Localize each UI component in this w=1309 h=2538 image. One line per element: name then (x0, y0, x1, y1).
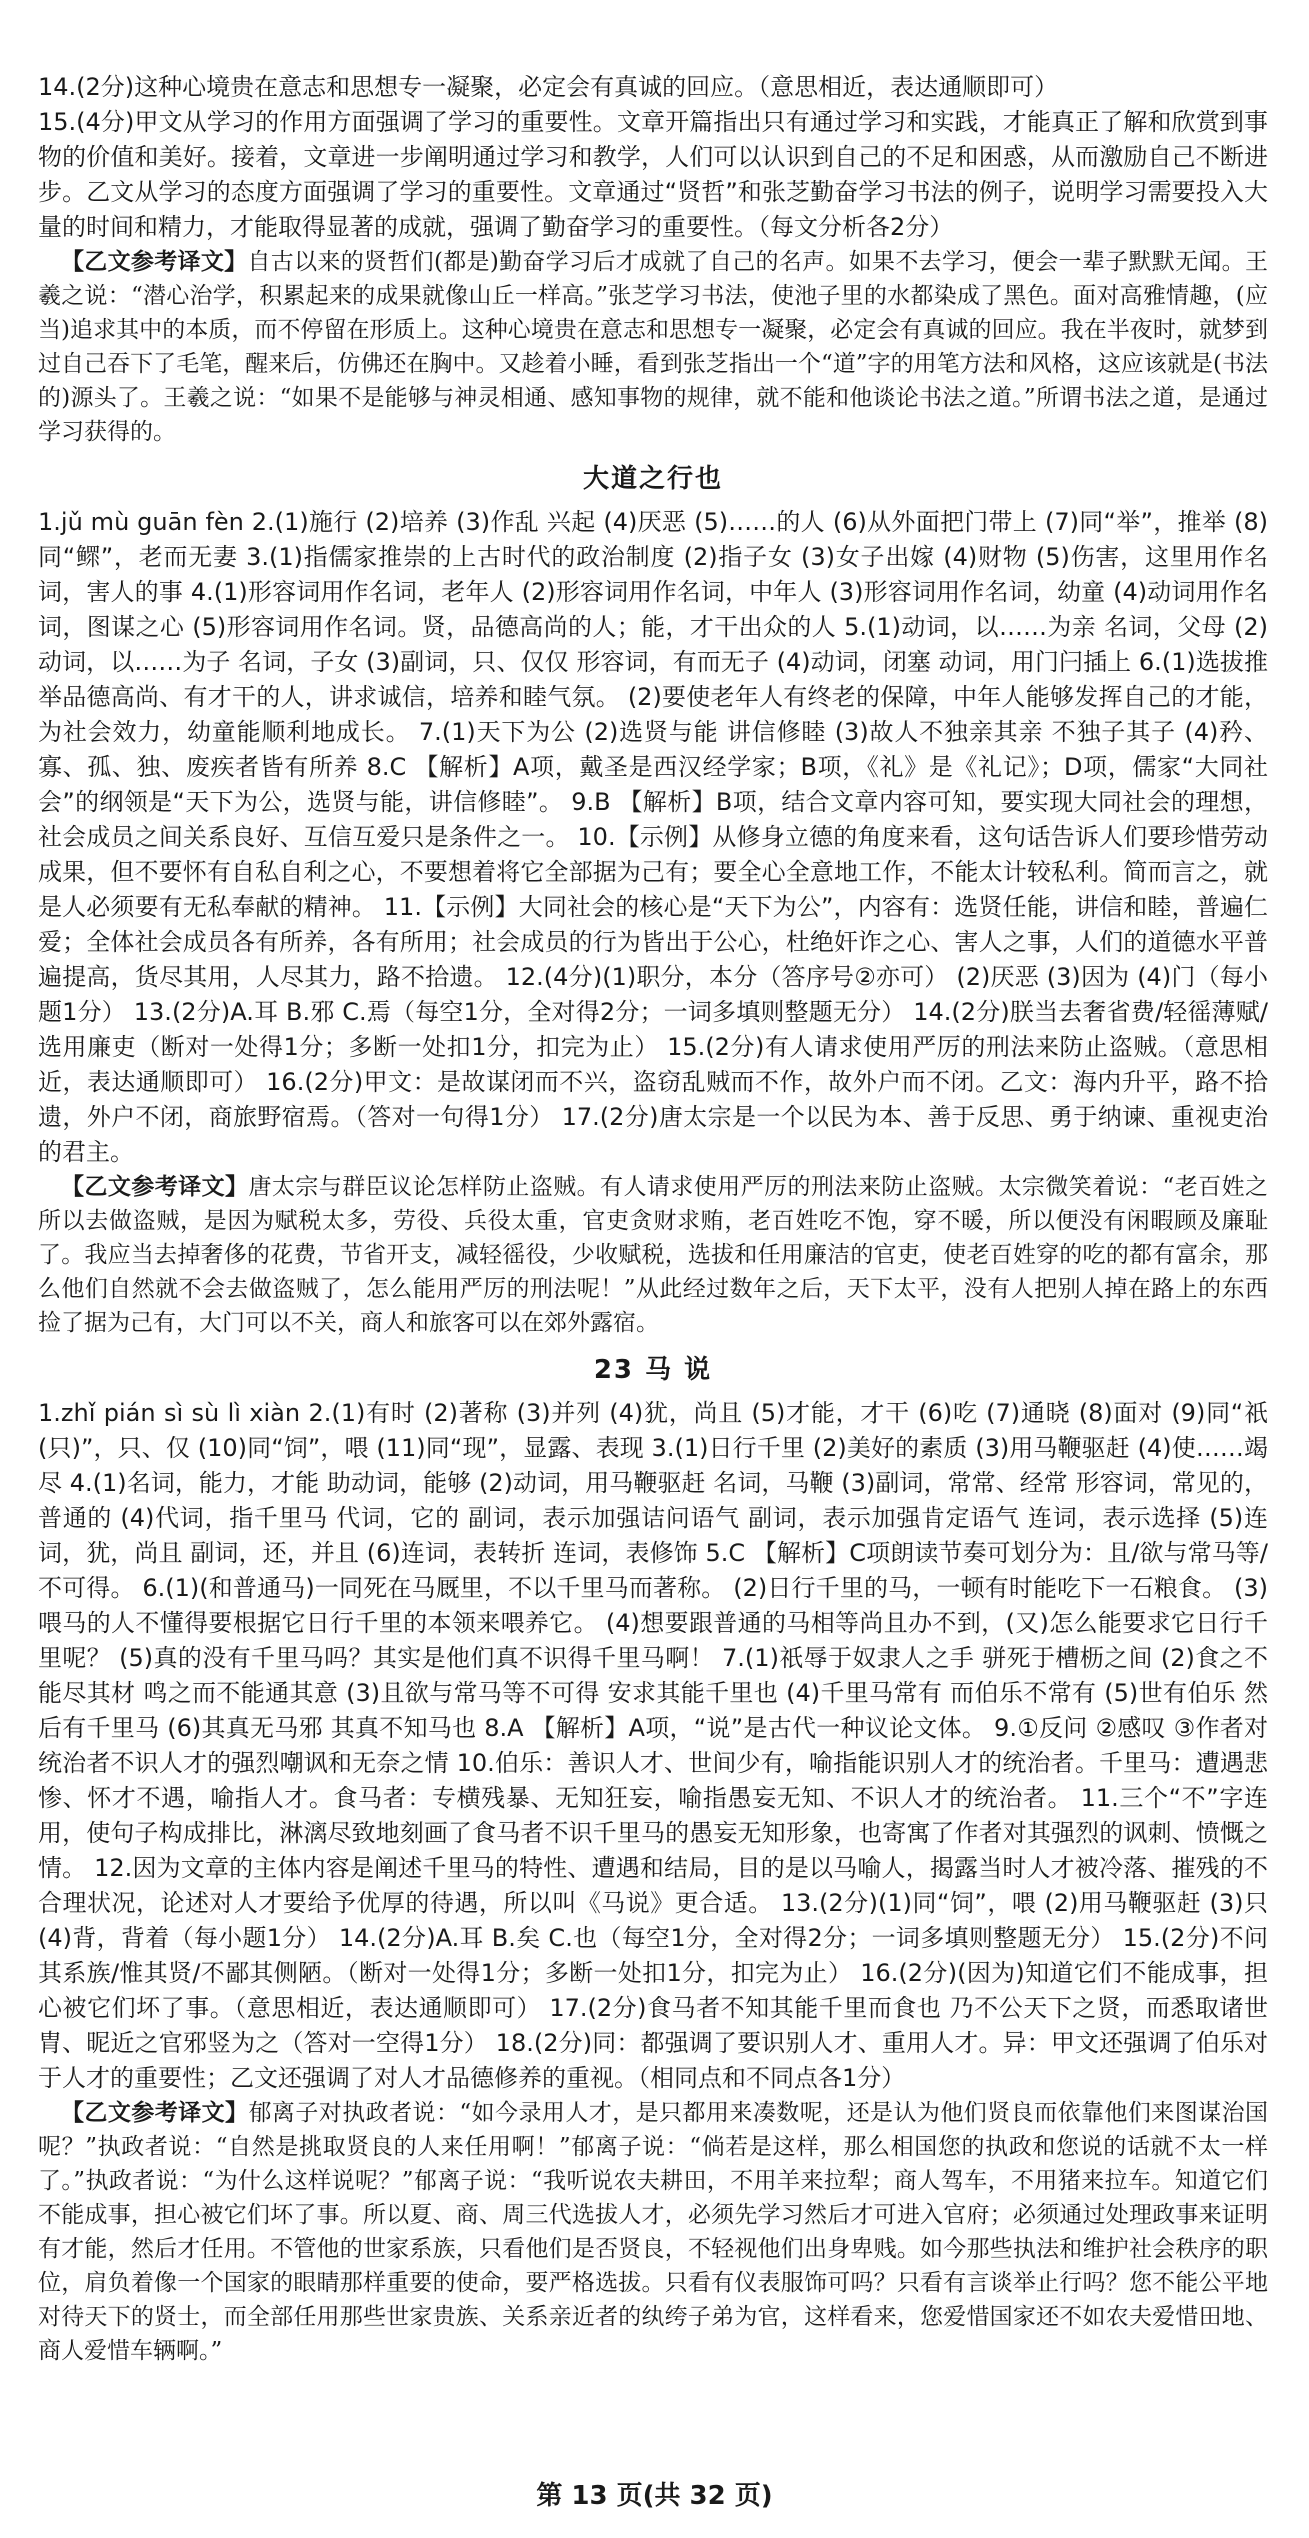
translation-tag: 【乙文参考译文】 (61, 1174, 249, 1200)
answer-q14: 14.(2分)这种心境贵在意志和思想专一凝聚，必定会有真诚的回应。（意思相近，表达通顺即可） (38, 73, 1059, 101)
translation-text: 唐太宗与群臣议论怎样防止盗贼。有人请求使用严厉的刑法来防止盗贼。太宗微笑着说：“老百姓之所以去做盗贼，是因为赋税太多，劳役、兵役太重，官吏贪财求贿，老百姓吃不饱，穿不暖，所以便没有闲暇顾及廉耻了。我应当去掉奢侈的花费，节省开支，减轻徭役，少收赋税，选拔和任用廉洁的官吏，使老百姓穿的吃的都有富余，那么他们自然就不会去做盗贼了，怎么能用严厉的刑法呢！”从此经过数年之后，天下太平，没有人把别人掉在路上的东西捡了据为己有，大门可以不关，商人和旅客可以在郊外露宿。 (38, 1174, 1269, 1336)
translation-tag: 【乙文参考译文】 (61, 2100, 249, 2126)
section-answers-dadao: 1.jǔ mù guān fèn 2.(1)施行 (2)培养 (3)作乱 兴起 (4)厌恶 (5)……的人 (6)从外面把门带上 (7)同“举”，推举 (8)同“鳏”，老而无妻 3.(1)指儒家推崇的上古时代的政治制度 (2)指子女 (3)女子出嫁 (4)财物 (5)伤害，这里用作名词，害人的事 4.(1)形容词用作名词，老年人 (2)形容词用作名词，中年人 (3)形容词用作名词，幼童 (4)动词用作名词，图谋之心 (5)形容词用作名词。贤，品德高尚的人；能，才干出众的人 5.(1)动词，以……为亲 名词，父母 (2)动词，以……为子 名词，子女 (3)副词，只、仅仅 形容词，有而无子 (4)动词，闭塞 动词，用门闩插上 6.(1)选拔推举品德高尚、有才干的人，讲求诚信，培养和睦气氛。 (2)要使老年人有终老的保障，中年人能够发挥自己的才能，为社会效力，幼童能顺利地成长。 7.(1)天下为公 (2)选贤与能 讲信修睦 (3)故人不独亲其亲 不独子其子 (4)矜、寡、孤、独、废疾者皆有所养 8.C 【解析】A项，戴圣是西汉经学家；B项，《礼》是《礼记》；D项，儒家“大同社会”的纲领是“天下为公，选贤与能，讲信修睦”。 9.B 【解析】B项，结合文章内容可知，要实现大同社会的理想，社会成员之间关系良好、互信互爱只是条件之一。 10.【示例】从修身立德的角度来看，这句话告诉人们要珍惜劳动成果，但不要怀有自私自利之心，不要想着将它全部据为己有；要全心全意地工作，不能太计较私利。简而言之，就是人必须要有无私奉献的精神。 11.【示例】大同社会的核心是“天下为公”，内容有：选贤任能，讲信和睦，普遍仁爱；全体社会成员各有所养，各有所用；社会成员的行为皆出于公心，杜绝奸诈之心、害人之事，人们的道德水平普遍提高，货尽其用，人尽其力，路不拾遗。 12.(4分)(1)职分，本分（答序号②亦可） (2)厌恶 (3)因为 (4)门（每小题1分） 13.(2分)A.耳 B.邪 C.焉（每空1分，全对得2分；一词多填则整题无分） 14.(2分)朕当去奢省费/轻徭薄赋/选用廉吏（断对一处得1分；多断一处扣1分，扣完为止） 15.(2分)有人请求使用严厉的刑法来防止盗贼。（意思相近，表达通顺即可） 16.(2分)甲文：是故谋闭而不兴，盗窃乱贼而不作，故外户而不闭。乙文：海内升平，路不拾遗，外户不闭，商旅野宿焉。（答对一句得1分） 17.(2分)唐太宗是一个以民为本、善于反思、勇于纳谏、重视吏治的君主。 (38, 508, 1268, 1166)
translation-text: 自古以来的贤哲们(都是)勤奋学习后才成就了自己的名声。如果不去学习，便会一辈子默默无闻。王羲之说：“潜心治学，积累起来的成果就像山丘一样高。”张芝学习书法，使池子里的水都染成了黑色。面对高雅情趣，(应当)追求其中的本质，而不停留在形质上。这种心境贵在意志和思想专一凝聚，必定会有真诚的回应。我在半夜时，就梦到过自己吞下了毛笔，醒来后，仿佛还在胸中。又趁着小睡，看到张芝指出一个“道”字的用笔方法和风格，这应该就是(书法的)源头了。王羲之说：“如果不是能够与神灵相通、感知事物的规律，就不能和他谈论书法之道。”所谓书法之道，是通过学习获得的。 (38, 249, 1268, 445)
answer-page (38, 70, 1268, 2368)
translation-tag: 【乙文参考译文】 (61, 249, 248, 275)
section-answers-mashuo: 1.zhǐ pián sì sù lì xiàn 2.(1)有时 (2)著称 (3)并列 (4)犹，尚且 (5)才能，才干 (6)吃 (7)通晓 (8)面对 (9)同“祇(只)”，只、仅 (10)同“饲”，喂 (11)同“现”，显露、表现 3.(1)日行千里 (2)美好的素质 (3)用马鞭驱赶 (4)使……竭尽 4.(1)名词，能力，才能 助动词，能够 (2)动词，用马鞭驱赶 名词，马鞭 (3)副词，常常、经常 形容词，常见的，普通的 (4)代词，指千里马 代词，它的 副词，表示加强诘问语气 副词，表示加强肯定语气 连词，表示选择 (5)连词，犹，尚且 副词，还，并且 (6)连词，表转折 连词，表修饰 5.C 【解析】C项朗读节奏可划分为：且/欲与常马等/不可得。 6.(1)(和普通马)一同死在马厩里，不以千里马而著称。 (2)日行千里的马，一顿有时能吃下一石粮食。 (3)喂马的人不懂得要根据它日行千里的本领来喂养它。 (4)想要跟普通的马相等尚且办不到，(又)怎么能要求它日行千里呢？ (5)真的没有千里马吗？其实是他们真不识得千里马啊！ 7.(1)祇辱于奴隶人之手 骈死于槽枥之间 (2)食之不能尽其材 鸣之而不能通其意 (3)且欲与常马等不可得 安求其能千里也 (4)千里马常有 而伯乐不常有 (5)世有伯乐 然后有千里马 (6)其真无马邪 其真不知马也 8.A 【解析】A项，“说”是古代一种议论文体。 9.①反问 ②感叹 ③作者对统治者不识人才的强烈嘲讽和无奈之情 10.伯乐：善识人才、世间少有，喻指能识别人才的统治者。千里马：遭遇悲惨、怀才不遇，喻指人才。食马者：专横残暴、无知狂妄，喻指愚妄无知、不识人才的统治者。 11.三个“不”字连用，使句子构成排比，淋漓尽致地刻画了食马者不识千里马的愚妄无知形象，也寄寓了作者对其强烈的讽刺、愤慨之情。 12.因为文章的主体内容是阐述千里马的特性、遭遇和结局，目的是以马喻人，揭露当时人才被冷落、摧残的不合理状况，论述对人才要给予优厚的待遇，所以叫《马说》更合适。 13.(2分)(1)同“饲”，喂 (2)用马鞭驱赶 (3)只 (4)背，背着（每小题1分） 14.(2分)A.耳 B.矣 C.也（每空1分，全对得2分；一词多填则整题无分） 15.(2分)不问其系族/惟其贤/不鄙其侧陋。（断对一处得1分；多断一处扣1分，扣完为止） 16.(2分)(因为)知道它们不能成事，担心被它们坏了事。（意思相近，表达通顺即可） 17.(2分)食马者不知其能千里而食也 乃不公天下之贤，而悉取诸世胄、昵近之官邪竖为之（答对一空得1分） 18.(2分)同：都强调了要识别人才、重用人才。异：甲文还强调了伯乐对于人才的重要性；乙文还强调了对人才品德修养的重视。（相同点和不同点各1分） (38, 1399, 1268, 2092)
reference-translation-3 (38, 2096, 1268, 2368)
answer-q15: 15.(4分)甲文从学习的作用方面强调了学习的重要性。文章开篇指出只有通过学习和实践，才能真正了解和欣赏到事物的价值和美好。接着，文章进一步阐明通过学习和教学，人们可以认识到自己的不足和困惑，从而激励自己不断进步。乙文从学习的态度方面强调了学习的重要性。文章通过“贤哲”和张芝勤奋学习书法的例子，说明学习需要投入大量的时间和精力，才能取得显著的成就，强调了勤奋学习的重要性。（每文分析各2分） (38, 108, 1268, 241)
section-title-mashuo: 23 马 说 (593, 1355, 713, 1385)
translation-text: 郁离子对执政者说：“如今录用人才，是只都用来凑数呢，还是认为他们贤良而依靠他们来图谋治国呢？”执政者说：“自然是挑取贤良的人来任用啊！”郁离子说：“倘若是这样，那么相国您的执政和您说的话就不太一样了。”执政者说：“为什么这样说呢？”郁离子说：“我听说农夫耕田，不用羊来拉犁；商人驾车，不用猪来拉车。知道它们不能成事，担心被它们坏了事。所以夏、商、周三代选拔人才，必须先学习然后才可进入官府；必须通过处理政事来证明有才能，然后才任用。不管他的世家系族，只看他们是否贤良，不轻视他们出身卑贱。如今那些执法和维护社会秩序的职位，肩负着像一个国家的眼睛那样重要的使命，要严格选拔。只看有仪表服饰可吗？只看有言谈举止行吗？您不能公平地对待天下的贤士，而全部任用那些世家贵族、关系亲近者的纨绔子弟为官，这样看来，您爱惜国家还不如农夫爱惜田地、商人爱惜车辆啊。” (38, 2100, 1269, 2364)
reference-translation-1 (38, 245, 1268, 449)
page-footer: 第 13 页(共 32 页) (536, 2481, 773, 2511)
reference-translation-2 (38, 1170, 1268, 1340)
section-title-dadao: 大道之行也 (582, 464, 723, 494)
